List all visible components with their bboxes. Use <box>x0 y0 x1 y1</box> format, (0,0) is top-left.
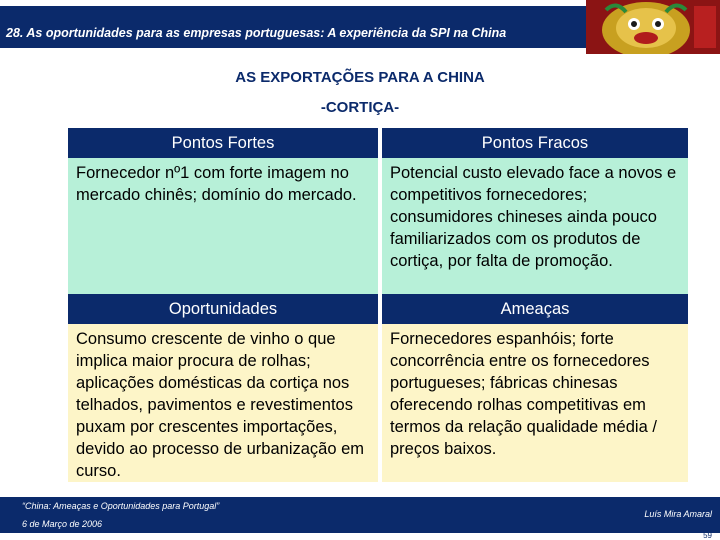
swot-table <box>68 128 688 482</box>
weaknesses-cell: Potencial custo elevado face a novos e competitivos fornecedores; consumidores chineses ainda pouco familiarizados com os produtos de cortiça, por falta de promoção. <box>382 158 688 294</box>
header-title: 28. As oportunidades para as empresas portuguesas: A experiência da SPI na China <box>6 26 507 40</box>
page-number: 59 <box>703 531 712 540</box>
weaknesses-header: Pontos Fracos <box>382 128 688 158</box>
threats-cell: Fornecedores espanhóis; forte concorrência entre os fornecedores portugueses; fábricas chinesas oferecendo rolhas competitivas em termos da relação qualidade média / preços baixos. <box>382 324 688 482</box>
lion-mask-image <box>586 0 720 54</box>
footer <box>0 497 720 533</box>
opportunities-header: Oportunidades <box>68 294 382 324</box>
opportunities-cell: Consumo crescente de vinho o que implica maior procura de rolhas; aplicações domésticas da cortiça nos telhados, pavimentos e revestimentos puxam por crescentes importações, devido ao processo de urbanização em curso. <box>68 324 382 482</box>
slide-subtitle: -CORTIÇA- <box>320 99 400 116</box>
footer-author: Luís Mira Amaral <box>644 509 712 519</box>
swot-header-row <box>68 128 688 158</box>
strengths-header: Pontos Fortes <box>68 128 382 158</box>
strengths-cell: Fornecedor nº1 com forte imagem no mercado chinês; domínio do mercado. <box>68 158 382 294</box>
threats-header: Ameaças <box>382 294 688 324</box>
lion-mask-icon <box>586 0 720 54</box>
swot-header-row <box>68 294 688 324</box>
slide-title: AS EXPORTAÇÕES PARA A CHINA <box>235 69 485 86</box>
footer-quote: “China: Ameaças e Oportunidades para Portugal” <box>22 501 220 511</box>
footer-date: 6 de Março de 2006 <box>22 519 103 529</box>
header-bar <box>0 6 586 48</box>
table-row <box>68 158 688 294</box>
header <box>0 0 720 54</box>
table-row <box>68 324 688 482</box>
